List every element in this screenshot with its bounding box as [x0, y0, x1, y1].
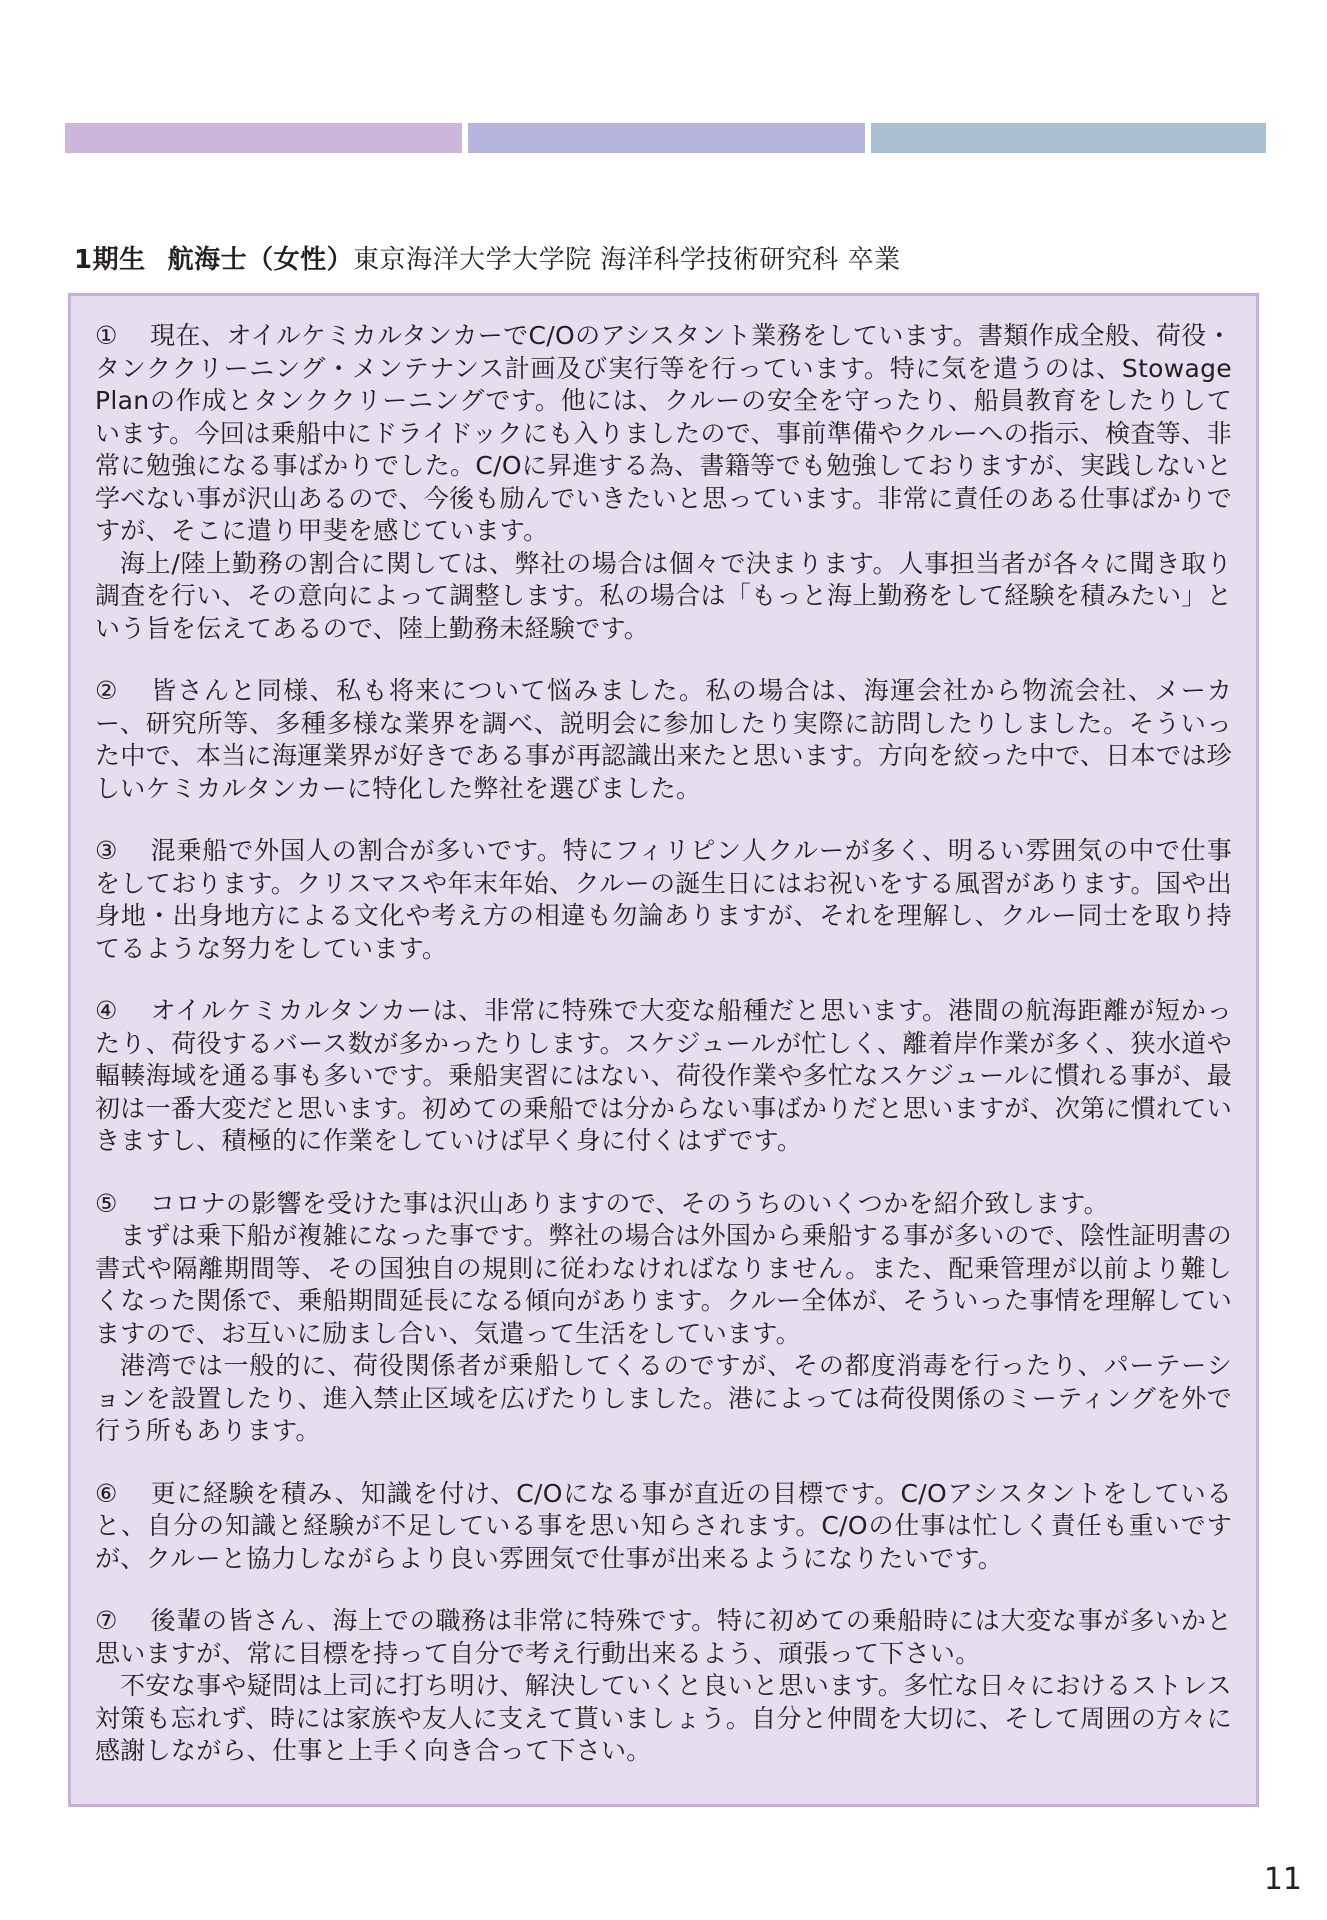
- answer-text: 皆さんと同様、私も将来について悩みました。私の場合は、海運会社から物流会社、メーカー、研究所等、多種多様な業界を調べ、説明会に参加したり実際に訪問したりしました。そういった中で、本当に海運業界が好きである事が再認識出来たと思います。方向を絞った中で、日本では珍しいケミカルタンカーに特化した弊社を選びました。: [95, 676, 1232, 803]
- answer-number: ⑥: [95, 1478, 118, 1508]
- answer-number: ⑤: [95, 1188, 118, 1218]
- answer-1-paragraph-2: 海上/陸上勤務の割合に関しては、弊社の場合は個々で決まります。人事担当者が各々に聞き取り調査を行い、その意向によって調整します。私の場合は「もっと海上勤務をして経験を積みたい」という旨を伝えてあるので、陸上勤務未経験です。: [95, 548, 1232, 643]
- answer-text: 混乗船で外国人の割合が多いです。特にフィリピン人クルーが多く、明るい雰囲気の中で仕事をしております。クリスマスや年末年始、クルーの誕生日にはお祝いをする風習があります。国や出身地・出身地方による文化や考え方の相違も勿論ありますが、それを理解し、クルー同士を取り持てるような努力をしています。: [95, 836, 1232, 963]
- answer-number: ④: [95, 996, 118, 1025]
- answer-text: コロナの影響を受けた事は沢山ありますので、そのうちのいくつかを紹介致します。: [150, 1188, 1109, 1218]
- answer-text: オイルケミカルタンカーは、非常に特殊で大変な船種だと思います。港間の航海距離が短かったり、荷役するバース数が多かったりします。スケジュールが忙しく、離着岸作業が多く、狭水道や輻輳海域を通る事も多いです。乗船実習にはない、荷役作業や多忙なスケジュールに慣れる事が、最初は一番大変だと思います。初めての乗船では分からない事ばかりだと思いますが、次第に慣れていきますし、積極的に作業をしていけば早く身に付くはずです。: [95, 996, 1232, 1155]
- answer-7-paragraph-2: 不安な事や疑問は上司に打ち明け、解決していくと良いと思います。多忙な日々におけるストレス対策も忘れず、時には家族や友人に支えて貰いましょう。自分と仲間を大切に、そして周囲の方々に感謝しながら、仕事と上手く向き合って下さい。: [95, 1671, 1232, 1765]
- header-bar-periwinkle: [468, 123, 865, 153]
- answer-3-paragraph-1: [95, 835, 1232, 965]
- answer-6: [95, 1478, 1232, 1576]
- header-bar-blue-gray: [871, 123, 1266, 153]
- profile-heading: [74, 242, 901, 278]
- answer-1-paragraph-1: [95, 320, 1232, 548]
- answer-7-paragraph-1: [95, 1605, 1232, 1670]
- answer-1: [95, 320, 1232, 645]
- answer-4-paragraph-1: [95, 995, 1232, 1158]
- answer-7: [95, 1605, 1232, 1768]
- answer-2-paragraph-1: [95, 675, 1232, 805]
- answer-number: ②: [95, 676, 118, 705]
- answer-3: [95, 835, 1232, 965]
- answer-number: ①: [95, 321, 118, 350]
- answer-6-paragraph-1: [95, 1478, 1232, 1576]
- role-label: 航海士（女性）: [167, 245, 354, 275]
- answer-number: ⑦: [95, 1606, 118, 1635]
- answer-4: [95, 995, 1232, 1158]
- interview-answers-box: [68, 293, 1259, 1807]
- answer-text: 現在、オイルケミカルタンカーでC/Oのアシスタント業務をしています。書類作成全般、荷役・タンククリーニング・メンテナンス計画及び実行等を行っています。特に気を遣うのは、Stowage Planの作成とタンククリーニングです。他には、クルーの安全を守ったり、船員教育をしたりしています。今回は乗船中にドライドックにも入りましたので、事前準備やクルーへの指示、検査等、非常に勉強になる事ばかりでした。C/Oに昇進する為、書籍等でも勉強しておりますが、実践しないと学べない事が沢山あるので、今後も励んでいきたいと思っています。非常に責任のある仕事ばかりですが、そこに遣り甲斐を感じています。: [95, 321, 1232, 545]
- answer-5-paragraph-1: [95, 1188, 1232, 1221]
- page-number: 11: [1263, 1862, 1302, 1897]
- answer-text: 後輩の皆さん、海上での職務は非常に特殊です。特に初めての乗船時には大変な事が多いかと思いますが、常に目標を持って自分で考え行動出来るよう、頑張って下さい。: [95, 1606, 1232, 1668]
- answer-number: ③: [95, 836, 118, 865]
- answer-text: 更に経験を積み、知識を付け、C/Oになる事が直近の目標です。C/Oアシスタントをしていると、自分の知識と経験が不足している事を思い知らされます。C/Oの仕事は忙しく責任も重いですが、クルーと協力しながらより良い雰囲気で仕事が出来るようになりたいです。: [95, 1478, 1232, 1573]
- school-label: 東京海洋大学大学院 海洋科学技術研究科 卒業: [353, 245, 901, 275]
- header-bar-lavender: [65, 123, 462, 153]
- answer-2: [95, 675, 1232, 805]
- decorative-header-bars: [65, 123, 1266, 153]
- cohort-label: 1期生: [74, 245, 146, 275]
- answer-5-paragraph-3: 港湾では一般的に、荷役関係者が乗船してくるのですが、その都度消毒を行ったり、パーテーションを設置したり、進入禁止区域を広げたりしました。港によっては荷役関係のミーティングを外で行う所もあります。: [95, 1351, 1232, 1445]
- answer-5-paragraph-2: まずは乗下船が複雑になった事です。弊社の場合は外国から乗船する事が多いので、陰性証明書の書式や隔離期間等、その国独自の規則に従わなければなりません。また、配乗管理が以前より難しくなった関係で、乗船期間延長になる傾向があります。クルー全体が、そういった事情を理解していますので、お互いに励まし合い、気遣って生活をしています。: [95, 1221, 1232, 1348]
- answer-5: [95, 1188, 1232, 1448]
